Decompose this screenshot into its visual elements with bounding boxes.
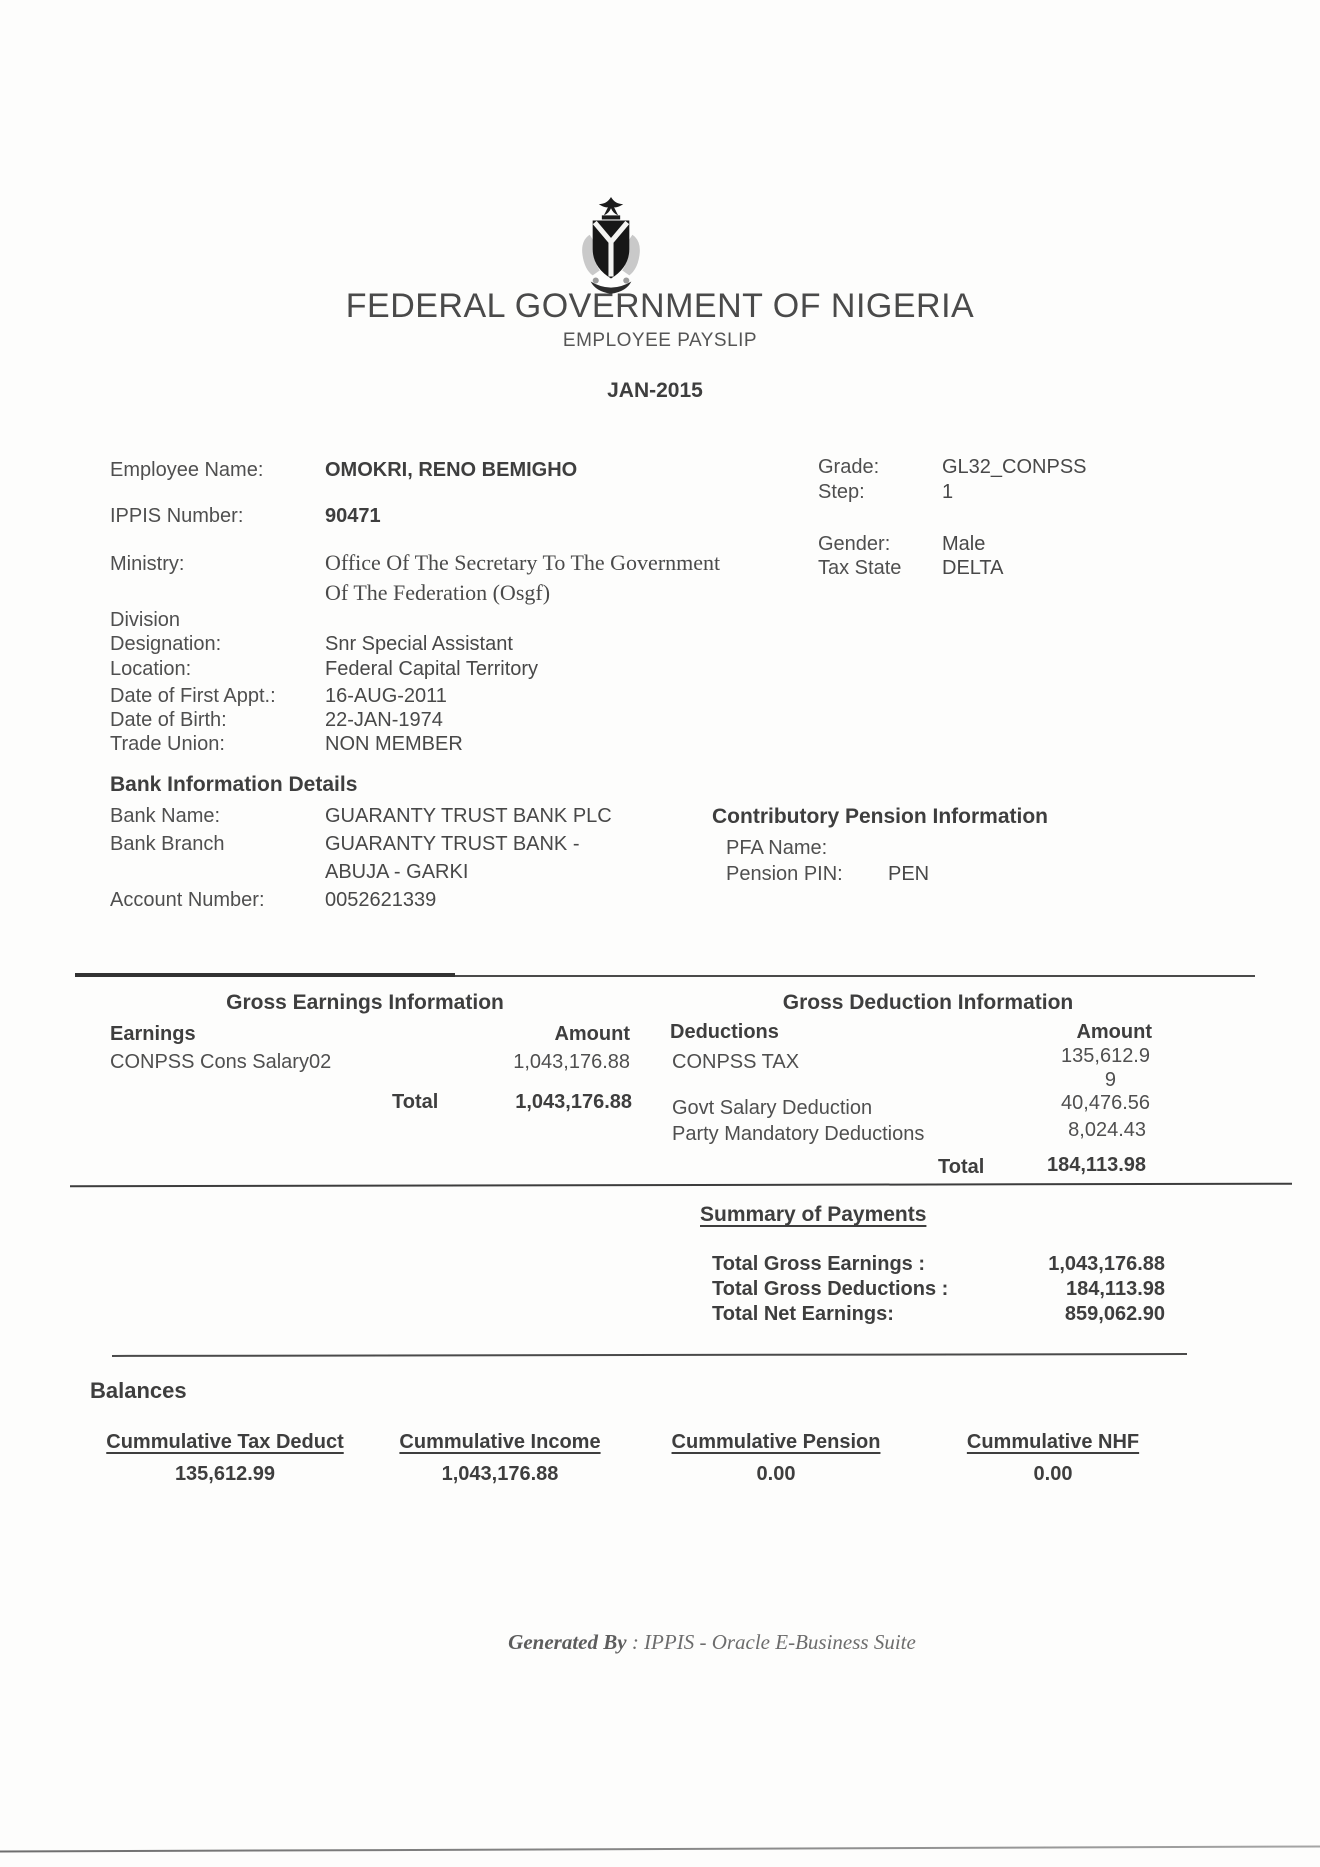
balance-column-value: 0.00 bbox=[756, 1463, 796, 1485]
pay-period: JAN-2015 bbox=[607, 379, 703, 402]
trade-union-label: Trade Union: bbox=[110, 733, 225, 755]
deductions-amount-header: Amount bbox=[1076, 1021, 1152, 1043]
deduction-row-amount: 8,024.43 bbox=[1068, 1119, 1146, 1141]
ippis-number-label: IPPIS Number: bbox=[110, 505, 244, 527]
dob-value: 22-JAN-1974 bbox=[325, 709, 443, 731]
employee-name-label: Employee Name: bbox=[110, 459, 264, 481]
earnings-total-label: Total bbox=[392, 1091, 439, 1113]
grade-value: GL32_CONPSS bbox=[942, 456, 1087, 478]
summary-section-title: Summary of Payments bbox=[700, 1203, 927, 1226]
bank-branch-label: Bank Branch bbox=[110, 833, 225, 855]
balance-column-header: Cummulative Tax Deduct bbox=[106, 1431, 344, 1453]
designation-value: Snr Special Assistant bbox=[325, 633, 513, 655]
tax-state-label: Tax State bbox=[818, 557, 902, 579]
summary-row-value: 184,113.98 bbox=[1066, 1278, 1165, 1300]
first-appt-label: Date of First Appt.: bbox=[110, 685, 276, 707]
page-subtitle: EMPLOYEE PAYSLIP bbox=[562, 330, 758, 351]
earnings-row-name: CONPSS Cons Salary02 bbox=[110, 1051, 332, 1073]
summary-row-value: 859,062.90 bbox=[1064, 1303, 1165, 1325]
balances-section-title: Balances bbox=[90, 1378, 187, 1403]
bank-branch-value-line1: GUARANTY TRUST BANK - bbox=[325, 833, 580, 855]
divider bbox=[70, 1183, 1292, 1188]
bank-name-label: Bank Name: bbox=[110, 805, 221, 827]
bank-branch-value-line2: ABUJA - GARKI bbox=[325, 861, 469, 883]
account-number-value: 0052621339 bbox=[325, 889, 437, 911]
employee-name-value: OMOKRI, RENO BEMIGHO bbox=[325, 459, 578, 481]
deduction-row-name: Govt Salary Deduction bbox=[672, 1097, 873, 1119]
scan-edge-line bbox=[0, 1845, 1320, 1852]
summary-row-label: Total Gross Earnings : bbox=[712, 1253, 925, 1275]
dob-label: Date of Birth: bbox=[110, 709, 227, 731]
account-number-label: Account Number: bbox=[110, 889, 265, 911]
balance-column-value: 135,612.99 bbox=[174, 1463, 276, 1485]
divider bbox=[75, 973, 455, 977]
earnings-item-header: Earnings bbox=[110, 1023, 196, 1045]
gender-label: Gender: bbox=[818, 533, 891, 555]
generated-by-label: Generated By bbox=[508, 1630, 627, 1654]
earnings-section-title: Gross Earnings Information bbox=[226, 991, 504, 1014]
earnings-row-amount: 1,043,176.88 bbox=[513, 1051, 630, 1073]
deductions-total-amount: 184,113.98 bbox=[1047, 1154, 1146, 1176]
deduction-row-name: Party Mandatory Deductions bbox=[672, 1123, 925, 1145]
summary-row-label: Total Net Earnings: bbox=[712, 1303, 894, 1325]
deduction-row-amount-wrap: 9 bbox=[1104, 1069, 1116, 1091]
earnings-amount-header: Amount bbox=[554, 1023, 630, 1045]
bank-section-title: Bank Information Details bbox=[110, 773, 358, 796]
deductions-section-title: Gross Deduction Information bbox=[782, 991, 1074, 1014]
summary-row-value: 1,043,176.88 bbox=[1048, 1253, 1165, 1275]
ministry-label: Ministry: bbox=[110, 553, 185, 575]
deduction-row-amount: 40,476.56 bbox=[1061, 1092, 1150, 1114]
earnings-total-amount: 1,043,176.88 bbox=[515, 1091, 632, 1113]
balance-column-header: Cummulative Income bbox=[399, 1431, 601, 1453]
ministry-value: Office Of The Secretary To The Government Of The Federation (Osgf) bbox=[325, 550, 721, 605]
division-label: Division bbox=[110, 609, 181, 631]
divider bbox=[112, 1353, 1187, 1357]
step-value: 1 bbox=[942, 481, 954, 503]
pension-pin-value: PEN bbox=[888, 863, 930, 885]
generated-by-value: : IPPIS - Oracle E-Business Suite bbox=[631, 1630, 916, 1654]
tax-state-value: DELTA bbox=[942, 557, 1004, 579]
step-label: Step: bbox=[818, 481, 865, 503]
balance-column-header: Cummulative NHF bbox=[966, 1431, 1140, 1453]
deductions-item-header: Deductions bbox=[670, 1021, 779, 1043]
balance-column-header: Cummulative Pension bbox=[671, 1431, 881, 1453]
pension-section-title: Contributory Pension Information bbox=[712, 805, 1048, 828]
pfa-name-label: PFA Name: bbox=[726, 837, 828, 859]
gender-value: Male bbox=[942, 533, 986, 555]
designation-label: Designation: bbox=[110, 633, 222, 655]
balance-column-value: 0.00 bbox=[1033, 1463, 1073, 1485]
deductions-total-label: Total bbox=[938, 1156, 985, 1178]
deduction-row-amount: 135,612.9 bbox=[1061, 1045, 1150, 1067]
page-title: FEDERAL GOVERNMENT OF NIGERIA bbox=[345, 287, 975, 325]
bank-name-value: GUARANTY TRUST BANK PLC bbox=[325, 805, 612, 827]
deduction-row-name: CONPSS TAX bbox=[672, 1051, 800, 1073]
location-value: Federal Capital Territory bbox=[325, 658, 539, 680]
location-label: Location: bbox=[110, 658, 192, 680]
pension-pin-label: Pension PIN: bbox=[726, 863, 843, 885]
generated-by-line bbox=[412, 1630, 1012, 1655]
ippis-number-value: 90471 bbox=[325, 505, 381, 527]
first-appt-value: 16-AUG-2011 bbox=[325, 685, 447, 707]
summary-row-label: Total Gross Deductions : bbox=[712, 1278, 949, 1300]
balance-column-value: 1,043,176.88 bbox=[441, 1463, 559, 1485]
trade-union-value: NON MEMBER bbox=[325, 733, 463, 755]
grade-label: Grade: bbox=[818, 456, 880, 478]
